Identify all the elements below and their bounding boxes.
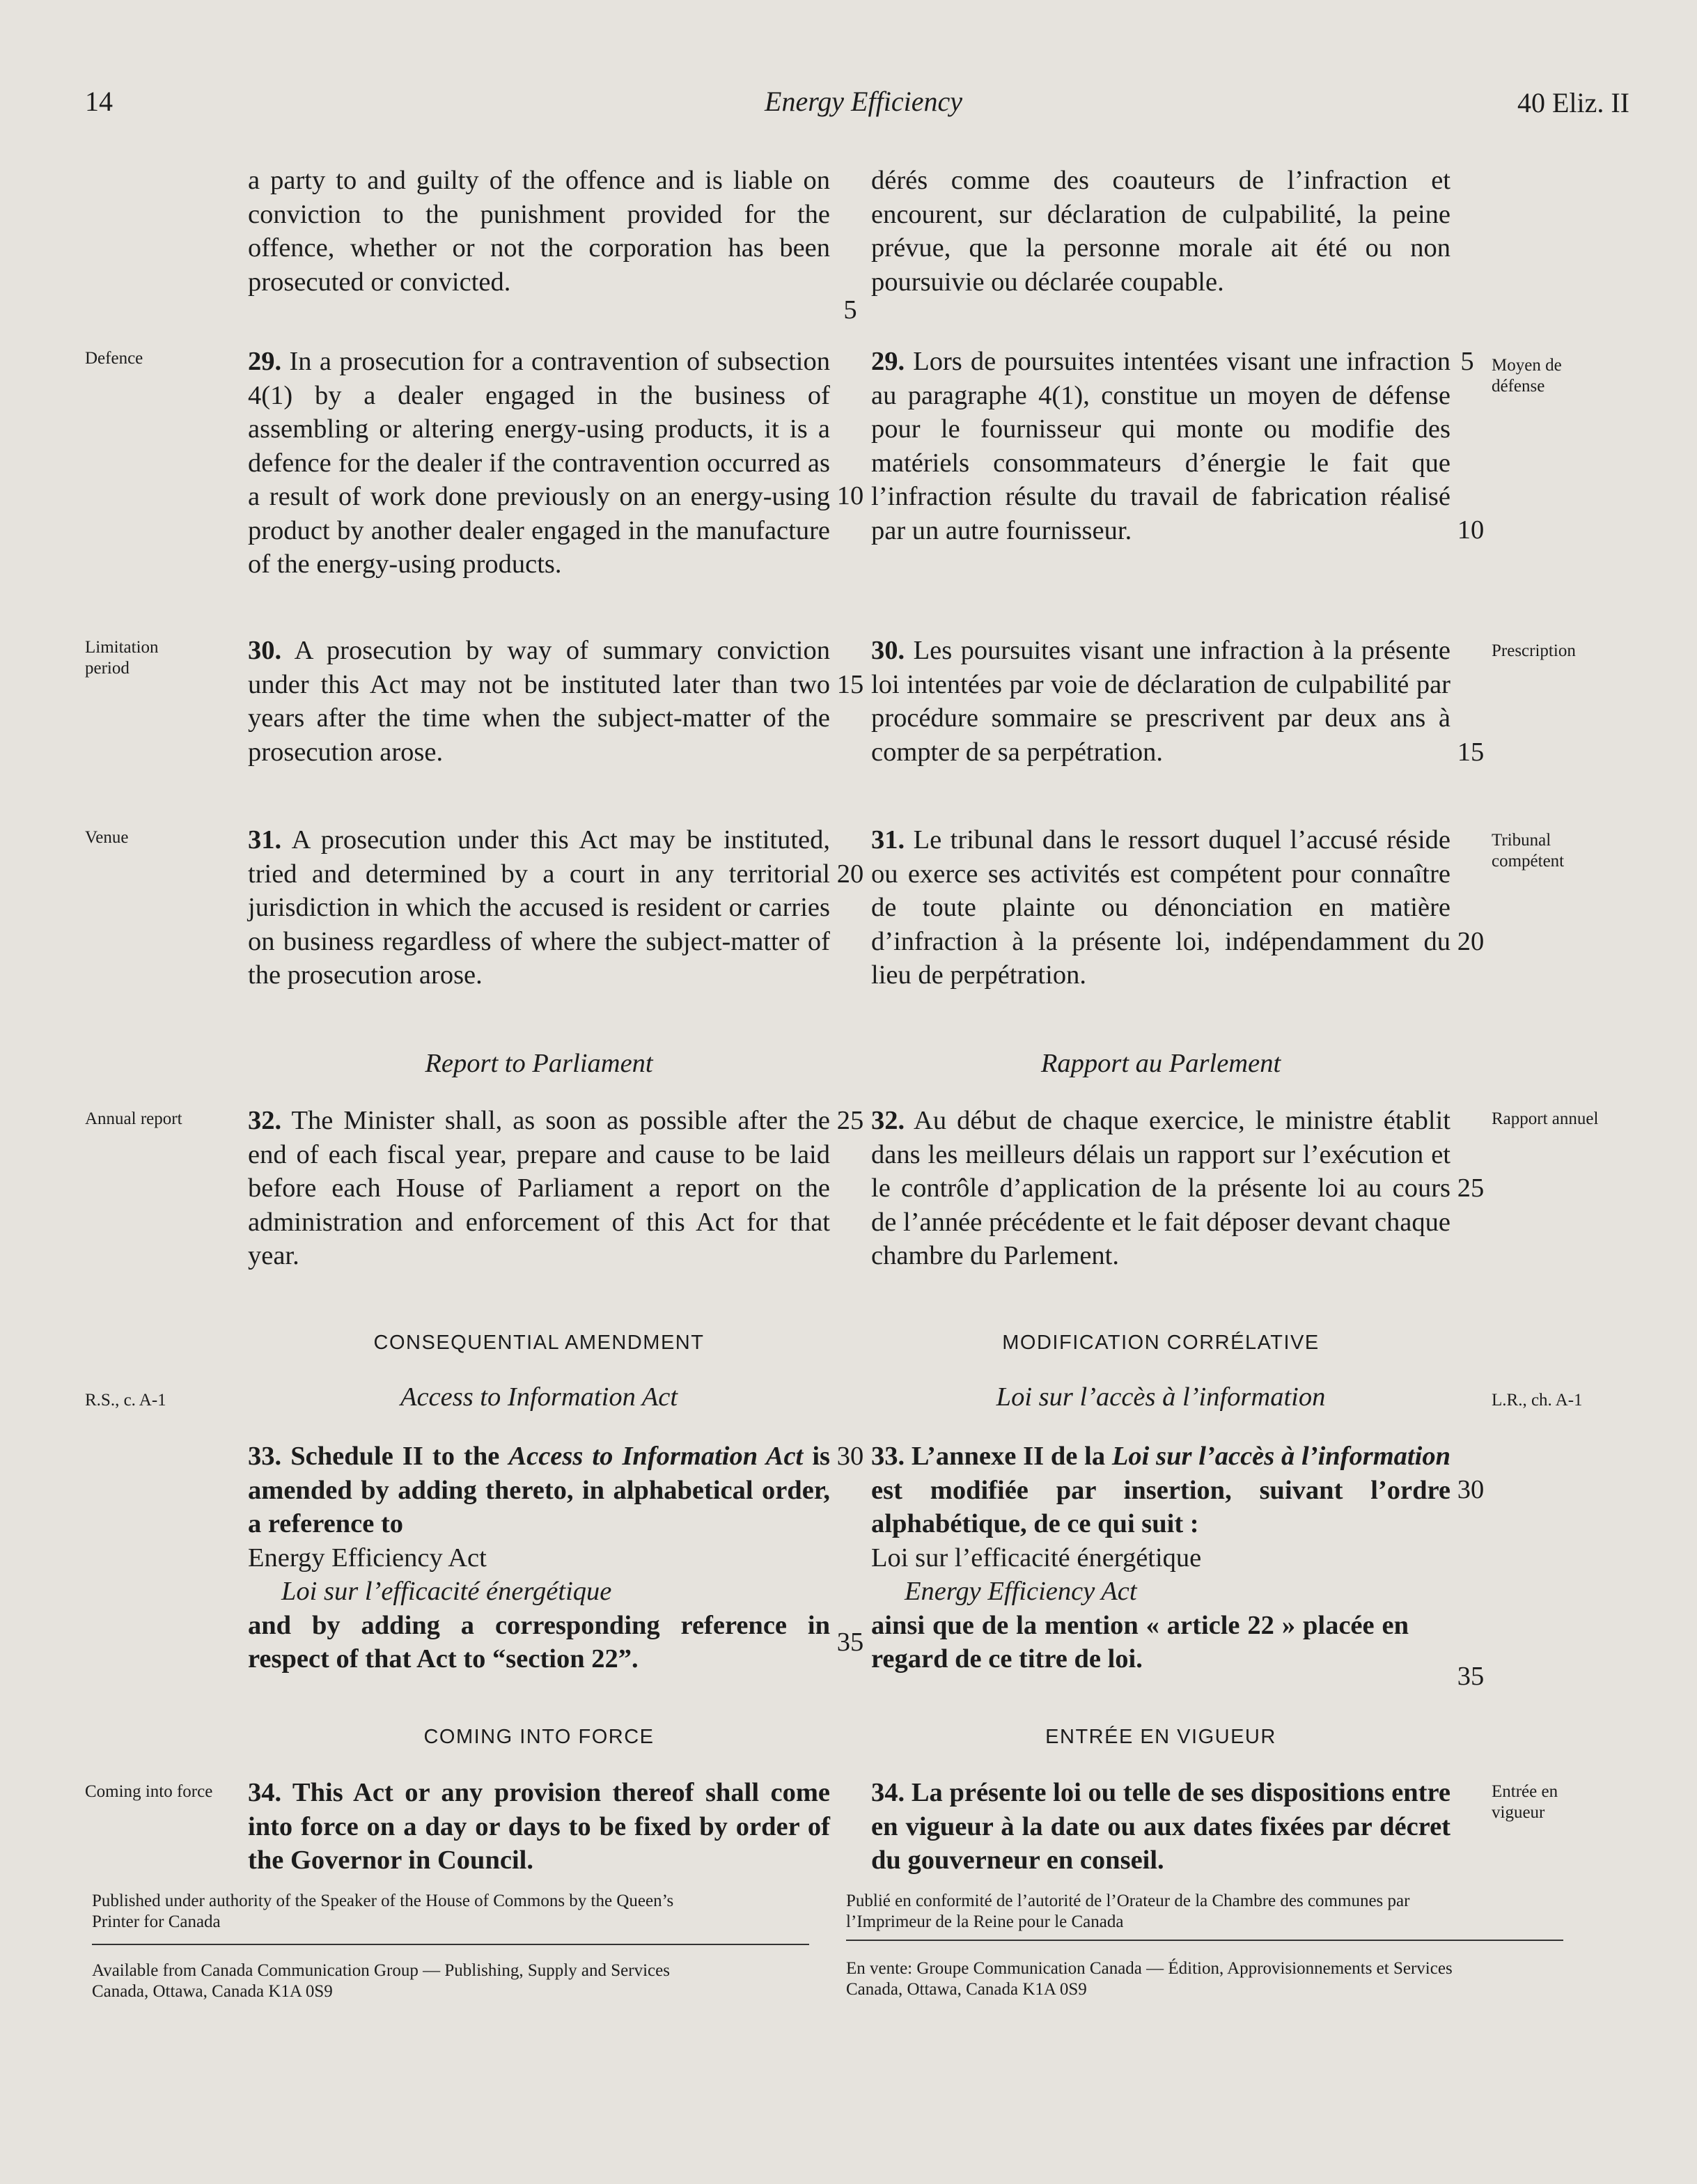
margin-note-entree-en-vigueur: Entrée en vigueur [1492,1782,1558,1822]
margin-note-coming-into-force: Coming into force [85,1782,213,1801]
section-number: 30. [248,636,282,665]
margin-note-prescription: Prescription [1492,641,1576,660]
section-number: 29. [248,347,282,376]
section-number: 31. [248,825,282,855]
section-30-fr: 30. Les poursuites visant une infraction à la présente loi intentées par voie de déclaration de culpabilité par procédure sommaire se prescrivent par deux ans à compter de sa perpétration. [871,636,1451,767]
heading-rapport-au-parlement: Rapport au Parlement [1040,1049,1281,1078]
line-number: 15 [1457,738,1485,767]
continuation-fr: dérés comme des coauteurs de l’infraction et encourent, sur déclaration de culpabilité, la peine prévue, que la personne morale ait été ou non poursuivie ou déclarée coupable. [871,166,1450,297]
line-number: 5 [1460,347,1474,376]
imprint-available-en: Available from Canada Communication Group — Publishing, Supply and Services Canada, Ottawa, Canada K1A 0S9 [92,1961,670,2001]
heading-coming-into-force: COMING INTO FORCE [423,1726,655,1748]
line-number: 20 [1457,927,1485,956]
section-31-en: 31. A prosecution under this Act may be instituted, tried and determined by a court in any territorial jurisdiction in which the accused is resident or carries on business regardless of where the subject-matter of the prosecution arose. [248,825,830,990]
line-number: 30 [836,1442,864,1471]
section-number: 32. [248,1106,282,1135]
line-number: 5 [843,295,857,325]
heading-modification-correlative: MODIFICATION CORRÉLATIVE [1002,1332,1320,1354]
line-number: 10 [836,481,864,510]
section-32-en: 32. The Minister shall, as soon as possible after the end of each fiscal year, prepare and cause to be laid before each House of Parliament a report on the administration and enforcement of this Act for that year. [248,1106,830,1270]
section-29-fr: 29. Lors de poursuites intentées visant une infraction au paragraphe 4(1), constitue un moyen de défense pour le fournisseur qui monte ou modifie des matériels consommateurs d’énergie le fait que l’infraction résulte du travail de fabrication réalisé par un autre fournisseur. [871,347,1450,545]
heading-entree-en-vigueur: ENTRÉE EN VIGUEUR [1045,1726,1276,1748]
line-number: 10 [1457,515,1485,545]
section-number: 30. [871,636,905,665]
section-31-fr: 31. Le tribunal dans le ressort duquel l’accusé réside ou exerce ses activités est compétent pour connaître de toute plainte ou dénonciation en matière d’infraction à la présente loi, indépendamment du lieu de perpétration. [871,825,1450,990]
line-number: 15 [836,670,864,699]
running-title: Energy Efficiency [765,86,962,117]
section-30-en: 30. A prosecution by way of summary conviction under this Act may not be instituted later than two years after the time when the subject-matter of the prosecution arose. [248,636,830,767]
section-32-fr: 32. Au début de chaque exercice, le ministre établit dans les meilleurs délais un rapport sur l’exécution et le contrôle d’application de la présente loi au cours de l’année précédente et le fait déposer devant chaque chambre du Parlement. [871,1106,1450,1270]
schedule-entry-translation: Energy Efficiency Act [905,1577,1137,1606]
margin-note-moyen-de-defense: Moyen de défense [1492,356,1562,396]
margin-note-venue: Venue [85,828,129,847]
margin-note-defence: Defence [85,349,143,368]
section-number: 31. [871,825,905,855]
schedule-entry: Loi sur l’efficacité énergétique [871,1543,1202,1573]
imprint-available-fr: En vente: Groupe Communication Canada — Édition, Approvisionnements et Services Canada, Ottawa, Canada K1A 0S9 [846,1959,1453,1999]
line-number: 20 [836,859,864,889]
section-number: 32. [871,1106,905,1135]
line-number: 35 [1457,1662,1485,1691]
footer-divider-fr [846,1940,1563,1941]
margin-note-limitation-period: Limitation period [85,638,159,678]
continuation-en: a party to and guilty of the offence and is liable on conviction to the punishment provided for the offence, whether or not the corporation has been prosecuted or convicted. [248,166,830,297]
line-number: 25 [1457,1173,1485,1203]
section-33-fr: 33. L’annexe II de la Loi sur l’accès à l’information est modifiée par insertion, suivant l’ordre alphabétique, de ce qui suit : Loi sur l’efficacité énergétique Energy Efficiency Act ainsi que de la mention « article 22 » placée en regard de ce titre de loi. [871,1442,1450,1674]
section-number: 29. [871,347,905,376]
page-number: 14 [85,86,113,117]
margin-note-lr-ch-a1: L.R., ch. A-1 [1492,1391,1583,1410]
heading-loi-sur-acces-information: Loi sur l’accès à l’information [996,1382,1326,1412]
margin-note-annual-report: Annual report [85,1109,182,1128]
heading-access-to-information-act: Access to Information Act [400,1382,678,1412]
imprint-published-en: Published under authority of the Speaker of the House of Commons by the Queen’s Printer for Canada [92,1892,674,1931]
heading-consequential-amendment: CONSEQUENTIAL AMENDMENT [373,1332,705,1354]
section-29-en: 29. In a prosecution for a contravention of subsection 4(1) by a dealer engaged in the business of assembling or altering energy-using products, it is a defence for the dealer if the contravention occurred as a result of work done previously on an energy-using product by another dealer engaged in the manufacture of the energy-using products. [248,347,831,579]
line-number: 35 [836,1628,864,1657]
heading-report-to-parliament: Report to Parliament [425,1049,653,1078]
footer-divider-en [92,1944,809,1945]
schedule-entry: Energy Efficiency Act [248,1543,487,1573]
section-34-en: 34. This Act or any provision thereof shall come into force on a day or days to be fixed by order of the Governor in Council. [248,1778,830,1875]
imprint-published-fr: Publié en conformité de l’autorité de l’Orateur de la Chambre des communes par l’Imprimeur de la Reine pour le Canada [846,1892,1410,1931]
margin-note-tribunal-competent: Tribunal compétent [1492,831,1565,871]
schedule-entry-translation: Loi sur l’efficacité énergétique [281,1577,612,1606]
section-33-en: 33. Schedule II to the Access to Information Act is amended by adding thereto, in alphabetical order, a reference to Energy Efficiency Act Loi sur l’efficacité énergétique and by adding a corresponding reference in respect of that Act to “section 22”. [248,1442,831,1674]
line-number: 25 [836,1106,864,1135]
margin-note-rs-c-a1: R.S., c. A-1 [85,1391,166,1410]
margin-note-rapport-annuel: Rapport annuel [1492,1109,1599,1128]
line-number: 30 [1457,1475,1485,1504]
regnal-year: 40 Eliz. II [1517,87,1629,118]
section-34-fr: 34. La présente loi ou telle de ses dispositions entre en vigueur à la date ou aux dates fixées par décret du gouverneur en conseil. [871,1778,1450,1875]
